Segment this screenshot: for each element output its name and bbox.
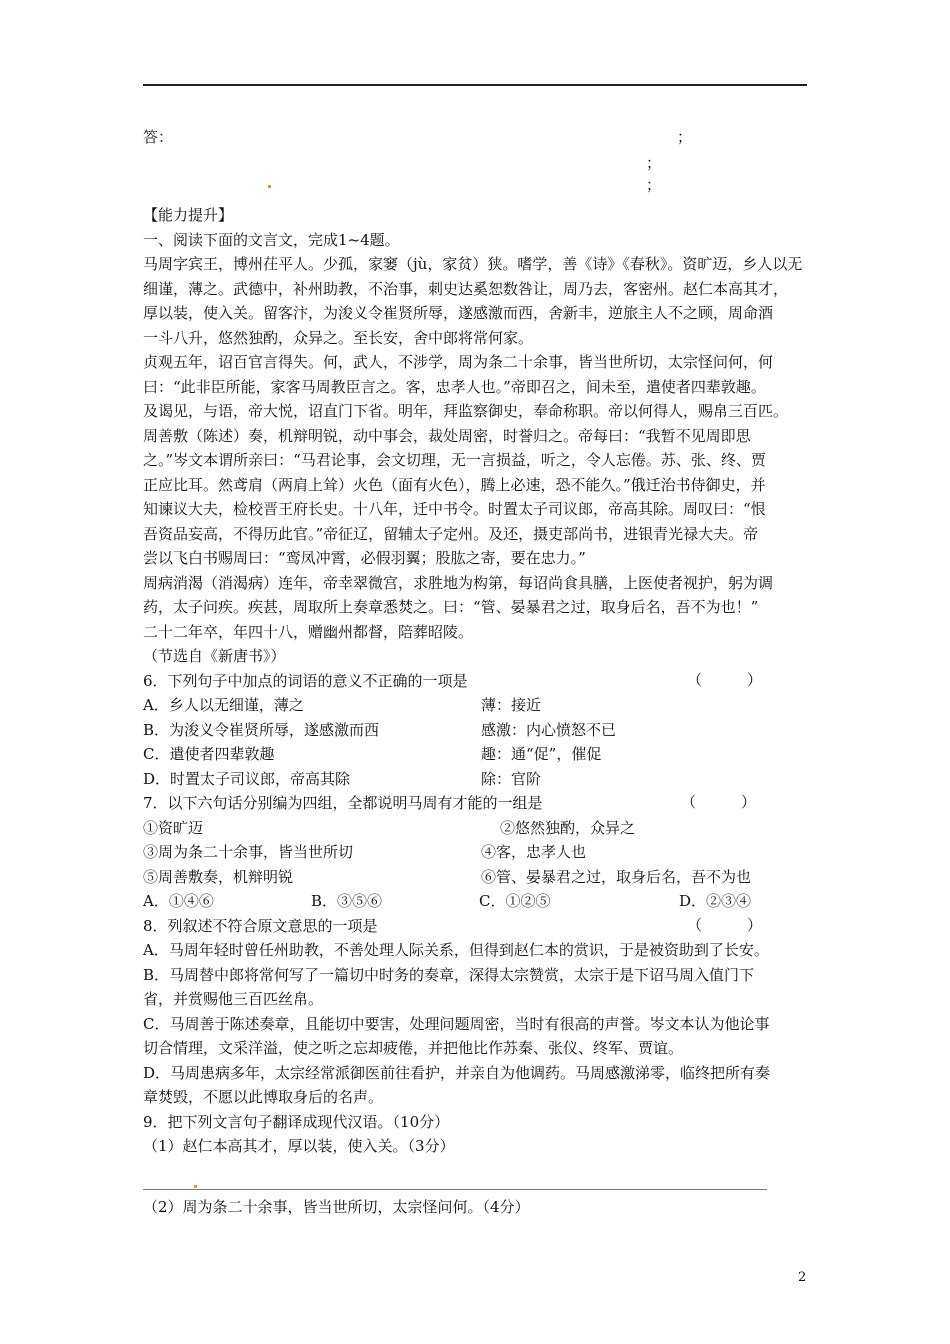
- q7-choice-d: D．②③④: [679, 892, 752, 910]
- q9-answer-line: [143, 1189, 767, 1190]
- passage-line: 厚以装，使入关。留客汴，为浚义令崔贤所辱，遂感激而西，舍新丰，逆旅主人不之顾，周命酒: [143, 304, 774, 322]
- passage-line: 药，太子问疾。疾甚，周取所上奏章悉焚之。曰：“管、晏暴君之过，取身后名，吾不为也！”: [143, 598, 759, 616]
- passage-line: 曰：“此非臣所能，家客马周教臣言之。客，忠孝人也。”帝即召之，间未至，遣使者四辈敦趣。: [143, 377, 766, 396]
- q6-option-a: A．乡人以无细谨，薄之 薄：接近: [143, 696, 542, 714]
- q8-line: B．马周替中郎将常何写了一篇切中时务的奏章，深得太宗赞赏，太宗于是下诏马周入值门下: [143, 965, 755, 984]
- passage-line: 一斗八升，悠然独酌，众异之。至长安，舍中郎将常何家。: [143, 328, 534, 347]
- passage-line: 吾资品妄高，不得历此官。”帝征辽，留辅太子定州。及还，摄吏部尚书，进银青光禄大夫。帝: [143, 524, 759, 543]
- passage-line: 正应比耳。然鸢肩（两肩上耸）火色（面有火色），腾上必速，恐不能久。”俄迁治书侍御史，并: [143, 475, 766, 494]
- q7-choice-c: C．①②⑤: [479, 892, 551, 910]
- q6-answer-paren: （ ）: [687, 670, 763, 689]
- answer-semicolon-3: ；: [646, 176, 662, 194]
- passage-line: 及谒见，与语，帝大悦，诏直门下省。明年，拜监察御史，奉命称职。帝以何得人，赐帛三百匹。: [143, 402, 789, 420]
- stray-dot-mark: [194, 1185, 197, 1188]
- q8-stem: 8．列叙述不符合原文意思的一项是: [143, 916, 378, 935]
- q8-answer-paren: （ ）: [687, 915, 763, 934]
- q7-choices: [143, 889, 811, 914]
- q8-line: 切合情理，文采洋溢，使之听之忘却疲倦，并把他比作苏秦、张仪、终军、贾谊。: [143, 1039, 684, 1057]
- stray-dot-mark: [268, 185, 271, 188]
- question-7: [143, 791, 811, 914]
- q7-answer-paren: （ ）: [681, 793, 757, 811]
- passage-line: 周病消渴（消渴病）连年，帝幸翠微宫，求胜地为构第，每诏尚食具膳，上医使者视护，躬为调: [143, 573, 774, 592]
- passage-line: 尝以飞白书赐周曰：“鸾凤冲霄，必假羽翼；股肱之寄，要在忠力。”: [143, 549, 586, 567]
- q6-stem: 6．下列句子中加点的词语的意义不正确的一项是: [143, 671, 468, 690]
- q7-item-row: ①资旷迈 ②悠然独酌，众异之: [143, 818, 636, 837]
- section-title: 【能力提升】: [143, 206, 234, 224]
- answer-label: 答：: [143, 128, 174, 146]
- q6-option-c: C．遣使者四辈敦趣 趣：通“促”，催促: [143, 745, 602, 763]
- q9-sub-2: （2）周为条二十余事，皆当世所切，太宗怪问何。（4分）: [143, 1198, 530, 1216]
- question-9: [143, 1110, 811, 1159]
- q9-stem: 9．把下列文言句子翻译成现代汉语。（10分）: [143, 1112, 450, 1131]
- q8-line: C．马周善于陈述奏章，且能切中要害，处理问题周密，当时有很高的声誉。岑文本认为他论事: [143, 1014, 770, 1033]
- q7-stem: 7．以下六句话分别编为四组，全都说明马周有才能的一组是: [143, 794, 543, 812]
- content-block: [143, 203, 811, 1159]
- question-8: [143, 914, 811, 1110]
- q6-option-b: B．为浚义令崔贤所辱，遂感激而西 感激：内心愤怒不已: [143, 720, 617, 739]
- q7-choice-a: A．①④⑥: [143, 892, 214, 910]
- answer-semicolon-2: ；: [646, 154, 662, 172]
- page-number: 2: [798, 1270, 807, 1285]
- instruction: 一、阅读下面的文言文，完成1~4题。: [143, 230, 400, 249]
- q8-line: D．马周患病多年，太宗经常派御医前往看护，并亲自为他调药。马周感激涕零，临终把所有奏: [143, 1063, 771, 1082]
- q7-item-row: ⑤周善敷奏，机辩明锐 ⑥管、晏暴君之过，取身后名，吾不为也: [143, 867, 752, 886]
- passage-line: 二十二年卒，年四十八，赠幽州都督，陪葬昭陵。: [143, 622, 474, 641]
- q9-sub-1: （1）赵仁本高其才，厚以装，使入关。（3分）: [143, 1137, 455, 1155]
- passage-line: 马周字宾王，博州茌平人。少孤，家窭（jù，家贫）狭。嗜学，善《诗》《春秋》。资旷迈，乡人以无: [143, 255, 803, 273]
- classical-passage: [143, 252, 811, 644]
- passage-line: 知谏议大夫，检校晋王府长史。十八年，迁中书令。时置太子司议郎，帝高其除。周叹曰：“恨: [143, 500, 766, 518]
- q6-option-d: D．时置太子司议郎，帝高其除 除：官阶: [143, 769, 542, 788]
- passage-line: 细谨，薄之。武德中，补州助教，不治事，刺史达奚恕数咎让，周乃去，客密州。赵仁本高其才，: [143, 279, 789, 298]
- q8-line: 章焚毁，不愿以此博取身后的名声。: [143, 1088, 384, 1106]
- passage-line: 贞观五年，诏百官言得失。何，武人，不涉学，周为条二十余事，皆当世所切，太宗怪问何，何: [143, 353, 774, 371]
- question-6: [143, 669, 811, 792]
- top-answer-line: [143, 84, 807, 86]
- passage-line: 之。”岑文本谓所亲曰：“马君论事，会文切理，无一言损益，听之，令人忘倦。苏、张、终、贾: [143, 451, 766, 469]
- q7-item-row: ③周为条二十余事，皆当世所切 ④客，忠孝人也: [143, 843, 587, 861]
- q8-line: 省，并赏赐他三百匹丝帛。: [143, 990, 324, 1008]
- answer-semicolon-1: ；: [677, 128, 693, 146]
- q8-line: A．马周年轻时曾任州助教，不善处理人际关系，但得到赵仁本的赏识，于是被资助到了长安。: [143, 941, 769, 959]
- q7-choice-b: B．③⑤⑥: [311, 892, 383, 910]
- passage-source: （节选自《新唐书》）: [143, 647, 286, 665]
- passage-line: 周善敷（陈述）奏，机辩明锐，动中事会，裁处周密，时誉归之。帝每曰：“我暂不见周即思: [143, 426, 751, 445]
